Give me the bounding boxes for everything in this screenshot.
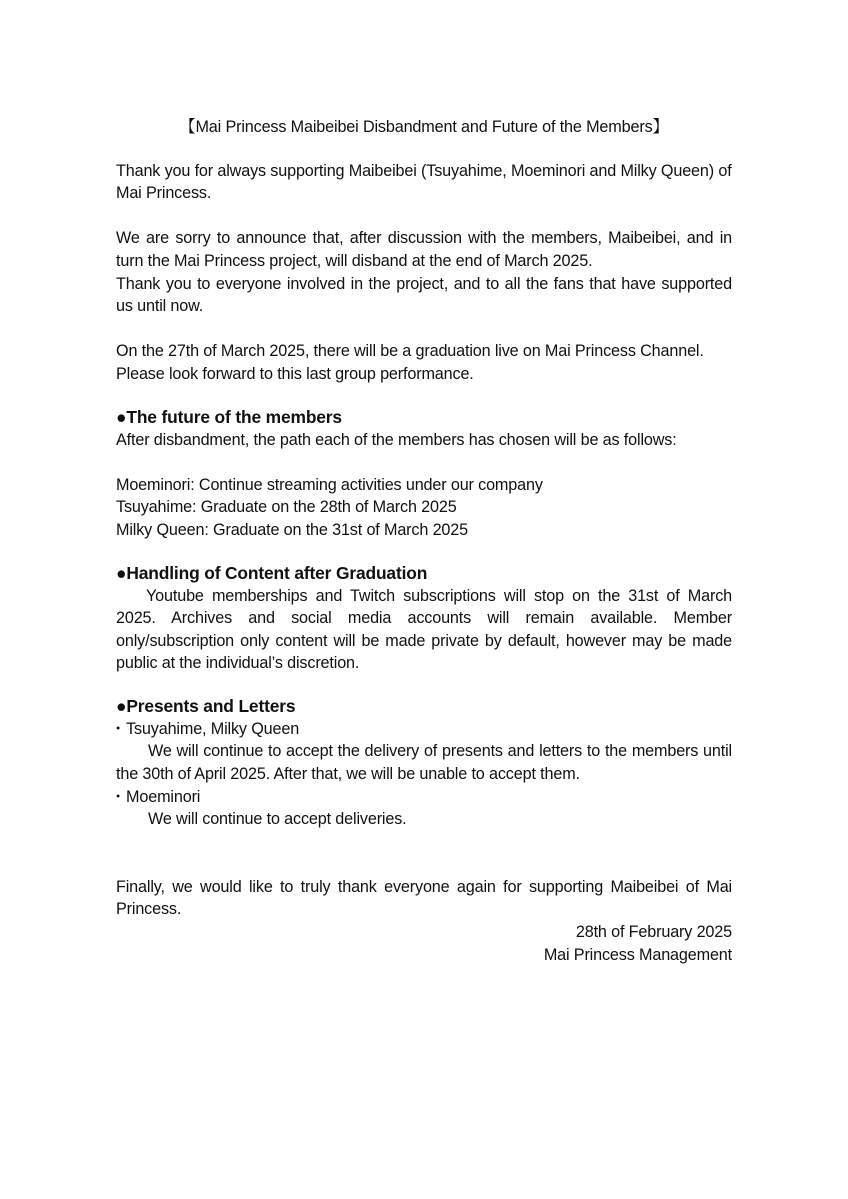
signature: Mai Princess Management — [543, 945, 732, 964]
member-path-moeminori: Moeminori: Continue streaming activities under our company — [116, 475, 543, 494]
graduation-live-line-2: Please look forward to this last group performance. — [116, 364, 474, 383]
intro-paragraph: Thank you for always supporting Maibeibei (Tsuyahime, Moeminori and Milky Queen) of Mai Princess. — [116, 161, 732, 203]
thanks-paragraph: Thank you to everyone involved in the project, and to all the fans that have supported us until now. — [116, 274, 732, 316]
document-title: 【Mai Princess Maibeibei Disbandment and Future of the Members】 — [179, 118, 669, 136]
content-heading: ●Handling of Content after Graduation — [116, 562, 428, 583]
future-heading: ●The future of the members — [116, 406, 342, 427]
document-page — [110, 116, 732, 966]
graduation-live-line: On the 27th of March 2025, there will be a graduation live on Mai Princess Channel. — [116, 342, 704, 361]
member-path-milky-queen: Milky Queen: Graduate on the 31st of March 2025 — [116, 520, 468, 539]
presents-group-text: We will continue to accept deliveries. — [148, 810, 407, 829]
document-date: 28th of February 2025 — [575, 923, 732, 942]
presents-group-text: We will continue to accept the delivery of presents and letters to the members until the 30th of April 2025. After that, we will be unable to accept them. — [116, 742, 732, 784]
presents-heading: ●Presents and Letters — [116, 695, 296, 716]
future-lead: After disbandment, the path each of the members has chosen will be as follows: — [116, 430, 677, 449]
content-body: Youtube memberships and Twitch subscriptions will stop on the 31st of March 2025. Archives and social media accounts will remain available. Member only/subscription only content will be made private by default, however may be made public at the individual’s discretion. — [116, 586, 732, 673]
presents-group-label: ・Tsuyahime, Milky Queen — [110, 719, 300, 738]
member-path-tsuyahime: Tsuyahime: Graduate on the 28th of March 2025 — [116, 498, 457, 517]
closing-paragraph: Finally, we would like to truly thank everyone again for supporting Maibeibei of Mai Princess. — [116, 877, 732, 919]
presents-group-label: ・Moeminori — [110, 787, 201, 806]
announcement-paragraph: We are sorry to announce that, after discussion with the members, Maibeibei, and in turn the Mai Princess project, will disband at the end of March 2025. — [116, 229, 732, 270]
